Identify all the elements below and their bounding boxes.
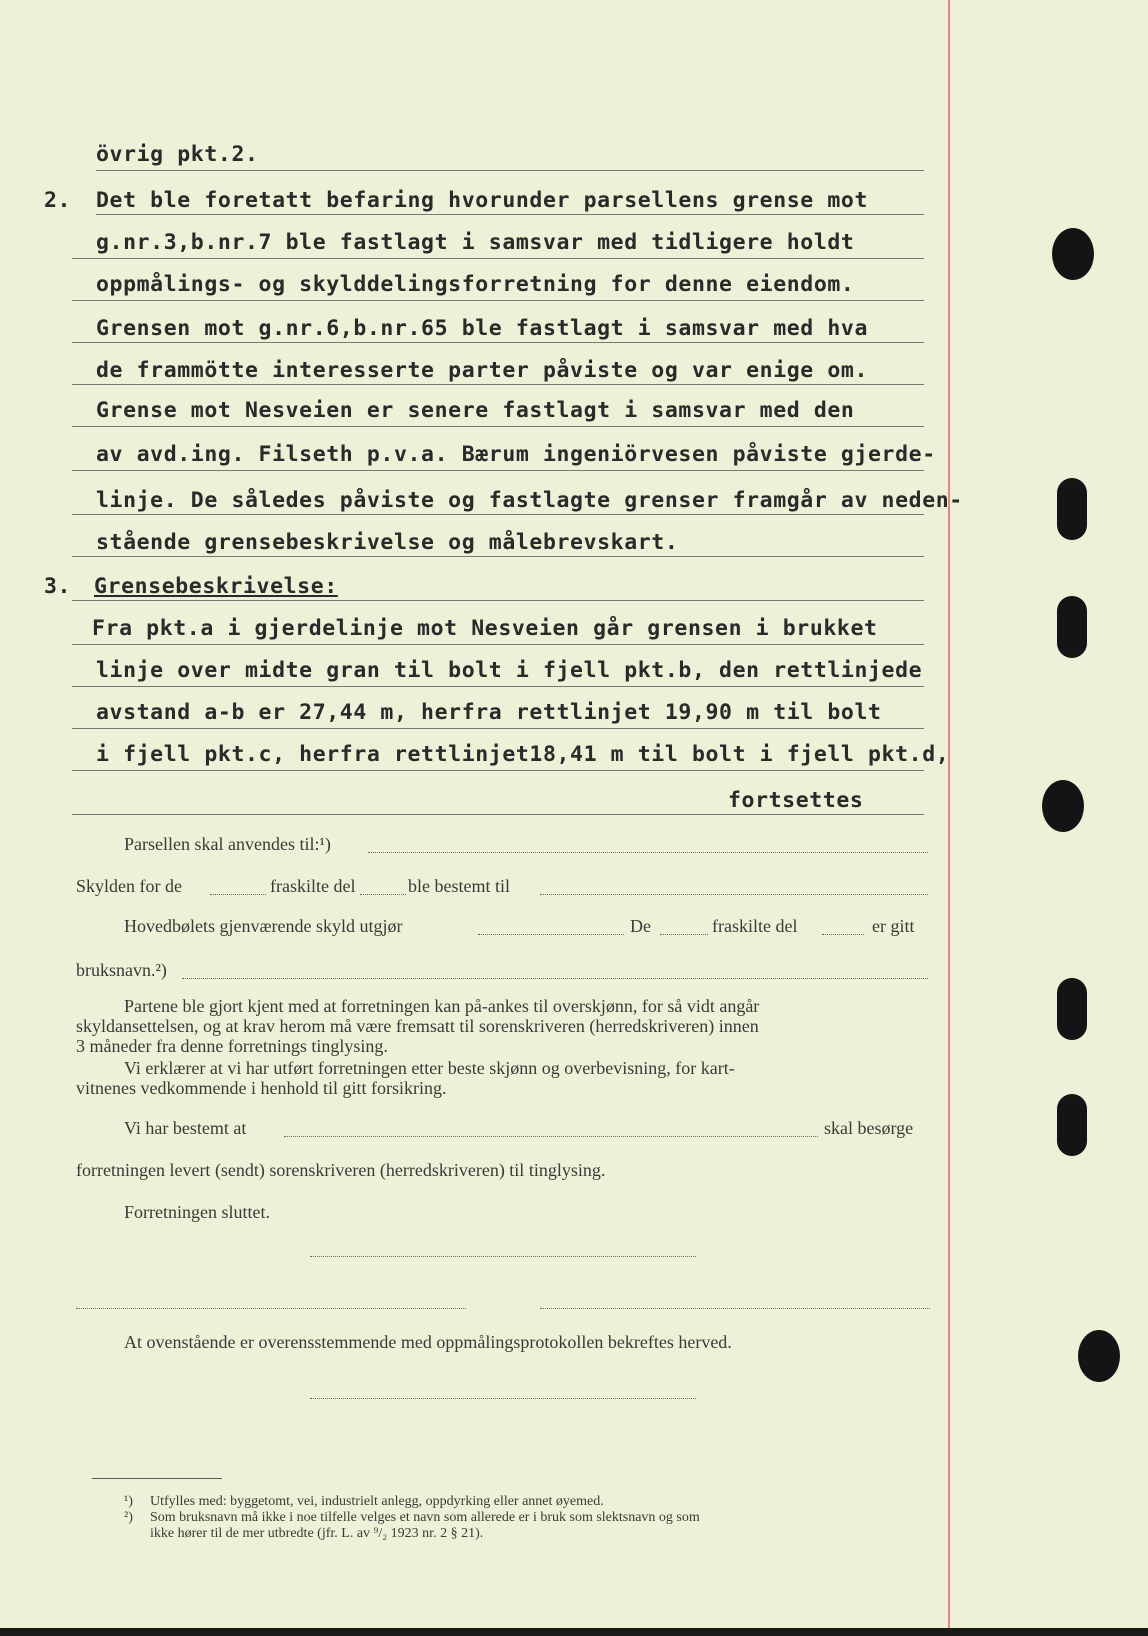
decided-label: Vi har bestemt at [124,1118,247,1138]
typed-text: g.nr.3,b.nr.7 ble fastlagt i samsvar med tidligere holdt [96,230,855,255]
typed-text: oppmålings- og skylddelingsforretning for denne eiendom. [96,272,855,297]
footnote-text: ikke hører til de mer utbredte (jfr. L. av ⁹/₂ 1923 nr. 2 § 21). [150,1526,484,1541]
binder-hole [1078,1330,1120,1382]
main-tax-label: er gitt [872,916,915,936]
rule-line [72,514,924,515]
rule-line [72,342,924,343]
rule-line [72,426,924,427]
declaration-text: vitnenes vedkommende i henhold til gitt forsikring. [76,1078,447,1098]
binder-hole [1042,780,1084,832]
fill-line [182,978,928,979]
appeal-text: Partene ble gjort kjent med at forretningen kan på-ankes til overskjønn, for så vidt angår [124,996,760,1016]
fill-line [822,934,864,935]
fill-line [360,894,406,895]
rule-line [72,470,924,471]
tax-label: ble bestemt til [408,876,510,896]
signature-line [310,1256,696,1257]
rule-line [72,770,924,771]
typed-text: Grensen mot g.nr.6,b.nr.65 ble fastlagt i samsvar med hva [96,316,869,341]
tax-label: Skylden for de [76,876,182,896]
typed-text: av avd.ing. Filseth p.v.a. Bærum ingeniörvesen påviste gjerde- [96,442,936,467]
rule-line [72,644,924,645]
signature-line [540,1308,930,1309]
main-tax-label: fraskilte del [712,916,798,936]
continued-note: fortsettes [728,788,864,813]
rule-line [72,384,924,385]
binder-hole [1057,596,1087,658]
typed-text: de frammötte interesserte parter påviste og var enige om. [96,358,869,383]
tax-label: fraskilte del [270,876,356,896]
rule-line [72,814,924,815]
binder-hole [1052,228,1094,280]
fill-line [540,894,928,895]
fill-line [660,934,708,935]
footnote-rule [92,1478,222,1479]
margin-line [948,0,950,1628]
declaration-text: Vi erklærer at vi har utført forretningen etter beste skjønn og overbevisning, for kart- [124,1058,735,1078]
item-number: 2. [44,188,72,213]
fill-line [478,934,624,935]
typed-text: Fra pkt.a i gjerdelinje mot Nesveien går grensen i brukket [92,616,878,641]
appeal-text: 3 måneder fra denne forretnings tinglysing. [76,1036,388,1056]
binder-hole [1057,1094,1087,1156]
fill-line [368,852,928,853]
typed-text: i fjell pkt.c, herfra rettlinjet18,41 m til bolt i fjell pkt.d, [96,742,950,767]
binder-hole [1057,978,1087,1040]
fill-line [210,894,266,895]
rule-line [72,686,924,687]
delivered-text: forretningen levert (sendt) sorenskriveren (herredskriveren) til tinglysing. [76,1160,606,1180]
farm-name-label: bruksnavn.²) [76,960,167,980]
rule-line [72,728,924,729]
footnote-mark: ²) [124,1510,133,1525]
binder-hole [1057,478,1087,540]
signature-line [310,1398,696,1399]
confirm-text: At ovenstående er overensstemmende med oppmålingsprotokollen bekreftes herved. [124,1332,732,1352]
footnote-text: Utfylles med: byggetomt, vei, industrielt anlegg, oppdyrking eller annet øyemed. [150,1494,604,1509]
typed-text: övrig pkt.2. [96,142,259,167]
footnote-text: Som bruksnavn må ikke i noe tilfelle velges et navn som allerede er i bruk som slektsnavn og som [150,1510,700,1525]
rule-line [72,258,924,259]
typed-text: linje. De således påviste og fastlagte grenser framgår av neden- [96,488,963,513]
typed-text: avstand a-b er 27,44 m, herfra rettlinjet 19,90 m til bolt [96,700,882,725]
rule-line [72,556,924,557]
typed-text: Grense mot Nesveien er senere fastlagt i samsvar med den [96,398,855,423]
typed-text: linje over midte gran til bolt i fjell pkt.b, den rettlinjede [96,658,923,683]
main-tax-label: Hovedbølets gjenværende skyld utgjør [124,916,403,936]
appeal-text: skyldansettelsen, og at krav herom må være fremsatt til sorenskriveren (herredskriveren) innen [76,1016,759,1036]
footnote-mark: ¹) [124,1494,133,1509]
rule-line [72,600,924,601]
fill-line [284,1136,818,1137]
rule-line [96,214,924,215]
rule-line [72,300,924,301]
use-label: Parsellen skal anvendes til:¹) [124,834,331,854]
section-heading: Grensebeskrivelse: [94,574,338,599]
decided-label: skal besørge [824,1118,914,1138]
main-tax-label: De [630,916,651,936]
typed-text: Det ble foretatt befaring hvorunder parsellens grense mot [96,188,869,213]
rule-line [96,170,924,171]
typed-text: stående grensebeskrivelse og målebrevskart. [96,530,679,555]
signature-line [76,1308,466,1309]
item-number: 3. [44,574,72,599]
closed-text: Forretningen sluttet. [124,1202,270,1222]
